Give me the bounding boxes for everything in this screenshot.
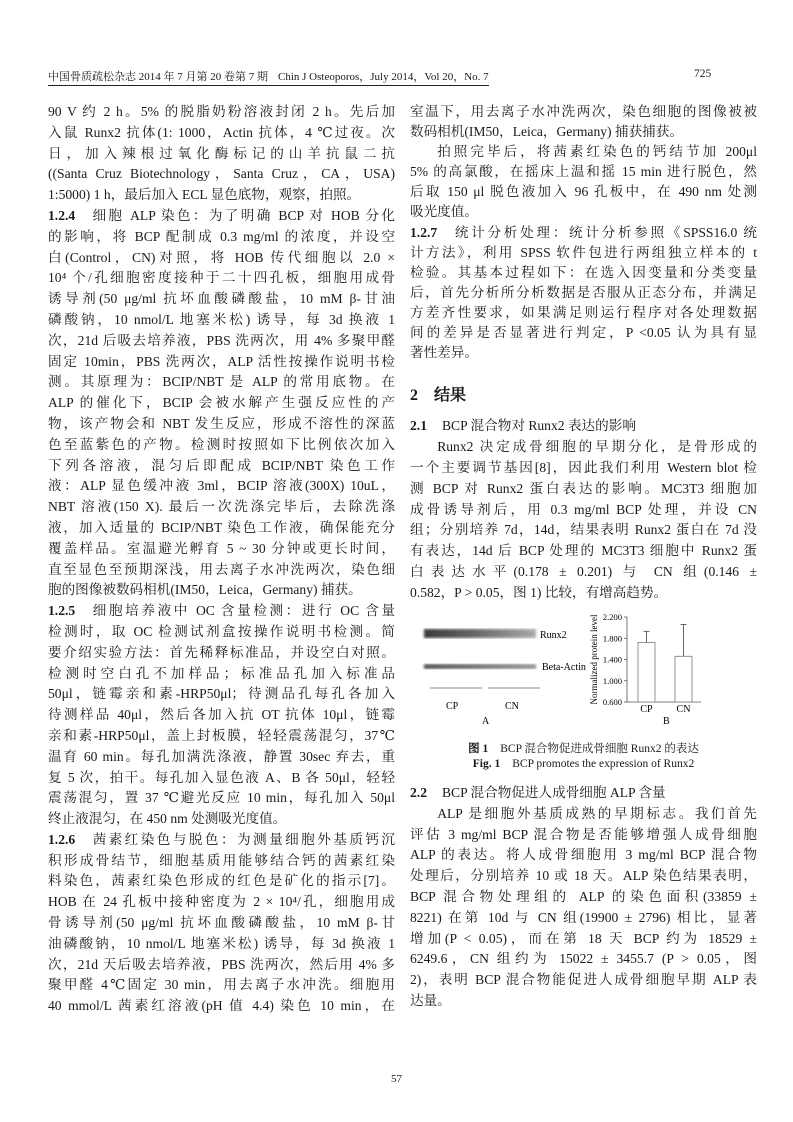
text-line: [48, 955, 395, 976]
bar-cn: [675, 656, 692, 702]
text-line: [48, 456, 395, 477]
text-line: [48, 768, 395, 789]
text-line: [48, 913, 395, 934]
journal-title-cn: 中国骨质疏松杂志 2014 年 7 月第 20 卷第 7 期: [48, 71, 268, 83]
line-text: 磷酸钠，10 nmol/L 地塞米松) 诱导，每 3d 换液 1: [48, 311, 395, 327]
line-text: 细胞 ALP 染色：为了明确 BCP 对 HOB 分化: [90, 207, 395, 223]
line-text: 5% 的高氯酸，在摇床上温和摇 15 min 进行脱色，然: [410, 164, 757, 180]
line-text: 温育 60 min。每孔加满洗涤液，静置 30sec 弃去，重: [48, 748, 395, 764]
text-line: [48, 352, 395, 373]
text-line: [48, 435, 395, 456]
text-line: [48, 601, 395, 622]
paragraph: [410, 142, 757, 222]
text-line: [410, 416, 757, 437]
caption-label-en: Fig. 1: [472, 758, 501, 770]
line-text: 统计分析处理：统计分析参照《SPSS16.0 统: [452, 224, 757, 240]
x-tick-label: CN: [676, 704, 691, 715]
line-text: 成骨诱导剂后，用 0.3 mg/ml BCP 处理，并设 CN: [410, 501, 757, 517]
line-text: 固定 10min，PBS 洗两次，ALP 活性按操作说明书检: [48, 353, 395, 369]
section-heading-results: [410, 382, 466, 405]
bar-cp: [638, 643, 655, 703]
band-label-runx2: Runx2: [540, 630, 567, 641]
bar-chart: [589, 612, 701, 715]
line-text: 拍照完毕后，将茜素红染色的钙结节加 200μl: [437, 144, 757, 160]
line-text: 茜素红染色与脱色：为测量细胞外基质钙沉: [90, 831, 395, 847]
line-text: 料染色，茜素红染色形成的红色是矿化的指示[7]。: [48, 873, 395, 889]
text-line: [410, 520, 757, 541]
line-text: 液：ALP 显色缓冲液 3ml，BCIP 溶液(300X) 10uL，: [48, 478, 395, 494]
line-text: 液，加入适量的 BCIP/NBT 染色工作液，确保能充分: [48, 519, 395, 535]
section-number: 1.2.4: [48, 207, 76, 223]
text-line: [48, 414, 395, 435]
line-text: 达量。: [410, 992, 451, 1008]
line-text: 8221) 在第 10d 与 CN 组(19900 ± 2796) 相比，显著: [410, 909, 757, 925]
line-text: 积形成骨结节，细胞基质用能够结合钙的茜素红染: [48, 852, 395, 868]
text-line: [410, 303, 757, 323]
line-text: 入鼠 Runx2 抗体(1: 1000，Actin 抗体，4 ℃过夜。次: [48, 124, 395, 140]
text-line: [48, 310, 395, 331]
line-text: 间的差异是否显著进行判定，P <0.05 认为具有显: [410, 325, 757, 341]
x-tick-label: CP: [640, 704, 653, 715]
text-line: [48, 289, 395, 310]
line-text: 要介绍实验方法：首先稀释标准品，并设空白对照。: [48, 644, 395, 660]
line-text: 吸光度值。: [410, 204, 478, 220]
text-line: [48, 809, 395, 830]
right-column-part1: [410, 102, 757, 363]
line-text: 的影响，将 BCP 配制成 0.3 mg/ml 的浓度，并设空: [48, 228, 395, 244]
text-line: [48, 144, 395, 165]
text-line: [410, 541, 757, 562]
journal-page-number: 725: [694, 68, 712, 80]
line-text: 数码相机(IM50，Leica，Germany) 捕获捕获。: [410, 124, 683, 140]
text-line: [48, 248, 395, 269]
line-text: 油磷酸钠，10 nmol/L 地塞米松) 诱导，每 3d 换液 1: [48, 935, 395, 951]
line-text: 增加(P < 0.05)，而在第 18 天 BCP 约为 18529 ±: [410, 930, 757, 946]
line-text: 测 BCP 对 Runx2 蛋白表达的影响。MC3T3 细胞加: [410, 480, 757, 496]
line-text: 有表达，14d 后 BCP 处理的 MC3T3 细胞中 Runx2 蛋: [410, 543, 757, 559]
text-line: [410, 182, 757, 202]
y-tick-label: 1.800: [602, 633, 622, 644]
section-number: 1.2.6: [48, 831, 76, 847]
line-text: 次，21d 天后吸去培养液，PBS 洗两次，然后用 4% 多: [48, 956, 395, 972]
text-line: [410, 142, 757, 162]
line-text: 复 5 次，拍干。每孔加入显色液 A、B 各 50μl，轻轻: [48, 769, 395, 785]
panel-label-a: A: [482, 716, 490, 727]
line-text: 50μl，链霉亲和素-HRP50μl；待测品孔每孔各加入: [48, 686, 395, 702]
text-line: [48, 705, 395, 726]
line-text: 色至蓝紫色的产物。检测时按照如下比例依次加入: [48, 436, 395, 452]
line-text: 组；分别培养 7d，14d，结果表明 Runx2 蛋白在 7d 没: [410, 522, 757, 538]
text-line: [410, 887, 757, 908]
line-text: 后，首先分析所分析数据是否服从正态分布，并满足: [410, 284, 757, 300]
text-line: [48, 892, 395, 913]
figure-caption-cn: [410, 740, 757, 756]
figure-caption-en: [410, 758, 757, 770]
text-line: [410, 102, 757, 122]
line-text: BCP 混合物促进人成骨细胞 ALP 含量: [441, 785, 666, 800]
text-line: [410, 343, 757, 363]
line-text: ALP 的表达。将人成骨细胞用 3 mg/ml BCP 混合物: [410, 847, 757, 863]
text-line: [410, 562, 757, 583]
line-text: 处理后，分别培养 10 或 18 天。ALP 染色结果表明，: [410, 868, 757, 884]
line-text: 胞的图像被数码相机(IM50，Leica，Germany) 捕获。: [48, 582, 362, 598]
text-line: [48, 871, 395, 892]
line-text: 下列各溶液，混匀后即配成 BCIP/NBT 染色工作: [48, 457, 395, 473]
text-line: [410, 825, 757, 846]
caption-text-en: BCP promotes the expression of Runx2: [512, 758, 695, 770]
text-line: [48, 726, 395, 747]
section-1-2-5: [48, 601, 395, 830]
text-line: [48, 268, 395, 289]
y-tick-label: 1.400: [602, 654, 622, 665]
text-line: [410, 458, 757, 479]
text-line: [410, 323, 757, 343]
text-line: [48, 185, 395, 206]
line-text: 评估 3 mg/ml BCP 混合物是否能够增强人成骨细胞: [410, 826, 757, 842]
text-line: [48, 996, 395, 1017]
y-axis-label: Normalized protein level: [589, 614, 599, 705]
line-text: 终止液混匀，在 450 nm 处测吸光度值。: [48, 811, 287, 827]
text-line: [410, 804, 757, 825]
text-line: [48, 518, 395, 539]
text-line: [48, 206, 395, 227]
text-line: [48, 684, 395, 705]
text-line: [410, 783, 757, 804]
line-text: 次，21d 后吸去培养液，PBS 洗两次，用 4% 多聚甲醛: [48, 332, 395, 348]
text-line: [48, 497, 395, 518]
journal-title-en: Chin J Osteoporos，July 2014，Vol 20，No. 7: [278, 71, 489, 83]
text-line: [410, 929, 757, 950]
line-text: 骨诱导剂(50 μg/ml 抗坏血酸磷酸盐，10 mM β-甘: [48, 915, 395, 931]
section-number: 1.2.5: [48, 603, 76, 619]
line-text: 室温下，用去离子水冲洗两次，染色细胞的图像被被: [410, 104, 757, 119]
line-text: 1:5000) 1 h，最后加入 ECL 显色底物，观察，拍照。: [48, 187, 361, 203]
line-text: BCP 混合物处理组的 ALP 的染色面积(33859 ±: [410, 888, 757, 904]
line-text: 诱导剂(50 μg/ml 抗坏血酸磷酸盐，10 mM β-甘油: [48, 291, 395, 307]
line-text: 白表达水平(0.178 ± 0.201) 与 CN 组(0.146 ±: [410, 564, 757, 580]
line-text: Runx2 决定成骨细胞的早期分化，是骨形成的: [437, 438, 757, 454]
text-line: [48, 164, 395, 185]
text-line: [410, 162, 757, 182]
lane-label-cn: CN: [505, 701, 519, 712]
line-text: ALP 的催化下，BCIP 会被水解产生强反应性的产: [48, 395, 395, 411]
line-text: 检测时空白孔不加样品；标准品孔加入标准品: [48, 665, 395, 681]
text-line: [48, 622, 395, 643]
line-text: 聚甲醛 4℃固定 30 min，用去离子水冲洗。细胞用: [48, 977, 395, 993]
text-line: [410, 991, 757, 1012]
line-text: 细胞培养液中 OC 含量检测：进行 OC 含量: [90, 603, 395, 619]
text-line: [410, 500, 757, 521]
section-2-2: [410, 783, 757, 804]
line-text: 10⁴ 个/孔细胞密度接种于二十四孔板，细胞用成骨: [48, 270, 395, 286]
paragraph: [410, 804, 757, 1012]
band-label-beta-actin: Beta-Actin: [542, 662, 586, 673]
line-text: 测。其原理为：BCIP/NBT 是 ALP 的常用底物。在: [48, 374, 395, 390]
text-line: [410, 202, 757, 222]
section-number: 1.2.7: [410, 224, 438, 240]
text-line: [48, 643, 395, 664]
section-1-2-4: [48, 206, 395, 601]
right-column-part3: [410, 783, 757, 1012]
lane-label-cp: CP: [446, 701, 459, 712]
text-line: [48, 934, 395, 955]
line-text: 6249.6，CN 组约为 15022 ± 3455.7 (P > 0.05，图: [410, 951, 757, 967]
figure-1: [410, 600, 730, 730]
line-text: 检测时，取 OC 检测试剂盒按操作说明书检测。简: [48, 623, 395, 639]
section-1-2-6: [48, 830, 395, 1017]
text-line: [48, 975, 395, 996]
text-line: [48, 393, 395, 414]
line-text: 40 mmol/L 茜素红溶液(pH 值 4.4) 染色 10 min，在: [48, 998, 395, 1014]
line-text: 物，该产物会和 NBT 发生反应，形成不溶性的深蓝: [48, 415, 395, 431]
caption-text-cn: BCP 混合物促进成骨细胞 Runx2 的表达: [500, 743, 699, 755]
left-column: [48, 102, 395, 1017]
right-column-part2: [410, 416, 757, 604]
y-tick-label: 2.200: [602, 612, 622, 622]
section-number: 2.1: [410, 418, 427, 433]
line-text: 日，加入辣根过氧化酶标记的山羊抗鼠二抗: [48, 145, 395, 161]
line-text: 待测样品 40μl，然后各加入抗 OT 抗体 10μl，链霉: [48, 707, 395, 723]
text-line: [48, 664, 395, 685]
panel-label-b: B: [663, 716, 670, 727]
line-text: 计方法》，利用 SPSS 软件包进行两组独立样本的 t: [410, 244, 757, 260]
text-line: [410, 479, 757, 500]
line-text: 检验。其基本过程如下：在选入因变量和分类变量: [410, 264, 757, 280]
section-number: 2: [410, 387, 418, 404]
footer-page-number: 57: [391, 1073, 402, 1085]
line-text: NBT 溶液(150 X). 最后一次洗涤完毕后，去除洗涤: [48, 499, 395, 515]
line-text: HOB 在 24 孔板中接种密度为 2 × 10⁴/孔，细胞用成: [48, 894, 395, 910]
line-text: 覆盖样品。室温避光孵育 5 ~ 30 分钟或更长时间，: [48, 540, 395, 556]
line-text: 方差齐性要求，如果满足则运行程序对各处理数据: [410, 304, 757, 320]
text-line: [410, 223, 757, 243]
line-text: ALP 是细胞外基质成熟的早期标志。我们首先: [437, 805, 757, 821]
text-line: [48, 227, 395, 248]
text-line: [48, 123, 395, 144]
text-line: [410, 970, 757, 991]
beta-actin-band: [424, 664, 536, 669]
line-text: 后取 150 μl 脱色液加入 96 孔板中，在 490 nm 处测: [410, 184, 757, 200]
text-line: [410, 243, 757, 263]
line-text: 震荡混匀，置 37 ℃避光反应 10 min，每孔加入 50μl: [48, 790, 395, 806]
text-line: [410, 122, 757, 142]
text-line: [410, 949, 757, 970]
section-1-2-7: [410, 223, 757, 364]
text-line: [48, 476, 395, 497]
text-line: [410, 437, 757, 458]
section-2-1: [410, 416, 757, 437]
line-text: 一个主要调节基因[8]，因此我们利用 Western blot 检: [410, 459, 757, 475]
text-line: [48, 372, 395, 393]
text-line: [48, 830, 395, 851]
line-text: 著性差异。: [410, 345, 478, 361]
runx2-band: [424, 629, 536, 638]
y-tick-label: 0.600: [602, 697, 622, 707]
text-line: [410, 263, 757, 283]
text-line: [48, 331, 395, 352]
line-text: 直至显色至预期深浅，用去离子水冲洗两次，染色细: [48, 561, 395, 577]
text-line: [48, 788, 395, 809]
paragraph: [48, 102, 395, 206]
line-text: BCP 混合物对 Runx2 表达的影响: [441, 418, 636, 433]
line-text: 白(Control，CN)对照，将 HOB 传代细胞以 2.0 ×: [48, 249, 395, 265]
text-line: [410, 845, 757, 866]
text-line: [410, 908, 757, 929]
y-tick-label: 1.000: [602, 675, 622, 686]
paragraph: [410, 437, 757, 604]
text-line: [48, 102, 395, 123]
text-line: [410, 866, 757, 887]
text-line: [48, 851, 395, 872]
line-text: 90 V 约 2 h。5% 的脱脂奶粉溶液封闭 2 h。先后加: [48, 104, 395, 119]
section-title: 结果: [434, 387, 467, 404]
text-line: [410, 283, 757, 303]
text-line: [48, 747, 395, 768]
text-line: [48, 560, 395, 581]
caption-label-cn: 图 1: [468, 743, 489, 755]
paragraph: [410, 102, 757, 142]
running-header: [48, 68, 489, 86]
line-text: ((Santa Cruz Biotechnology，Santa Cruz，CA，USA): [48, 166, 395, 182]
line-text: 0.582，P > 0.05，图 1) 比较，有增高趋势。: [410, 585, 668, 601]
line-text: 亲和素-HRP50μl，盖上封板膜，轻轻震荡混匀，37℃: [48, 727, 395, 743]
text-line: [48, 580, 395, 601]
section-number: 2.2: [410, 785, 427, 800]
text-line: [48, 539, 395, 560]
line-text: 2)，表明 BCP 混合物能促进人成骨细胞早期 ALP 表: [410, 972, 757, 988]
